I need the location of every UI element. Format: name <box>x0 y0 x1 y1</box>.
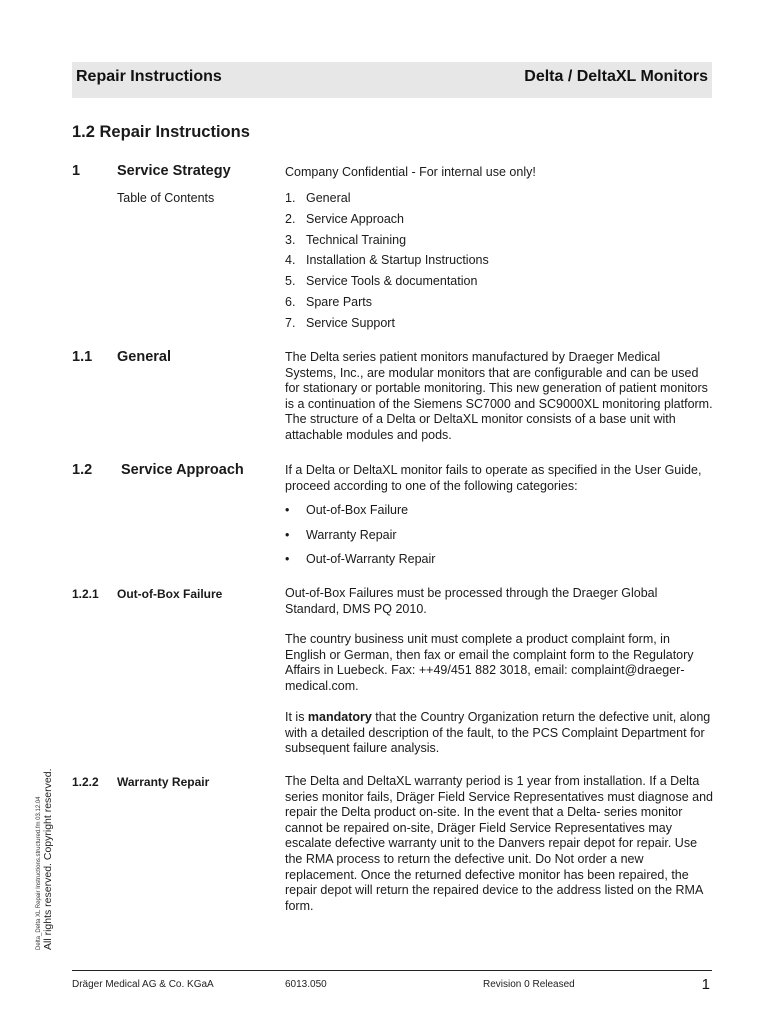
section-1-heading: Service Strategy <box>117 163 231 179</box>
toc-item <box>285 233 489 254</box>
toc-item-number: 7. <box>285 315 296 330</box>
section-title: 1.2 Repair Instructions <box>72 123 250 141</box>
confidential-notice: Company Confidential - For internal use only! <box>285 165 536 179</box>
footer-company: Dräger Medical AG & Co. KGaA <box>72 979 214 990</box>
header-title: Repair Instructions <box>76 68 222 85</box>
out-of-box-paragraph-2: The country business unit must complete a product complaint form, in English or German, then fax or email the complaint form to the Regulatory Affairs in Luebeck. Fax: ++49/451 882 3018, email: complaint@draeger-medical.com. <box>285 632 694 693</box>
bullet: • <box>285 552 290 566</box>
section-1-1-number: 1.1 <box>72 349 93 365</box>
paragraph-text: that the Country Organization return the defective unit, along with a detailed description of the fault, to the PCS Complaint Department for subsequent failure analysis. <box>285 710 711 756</box>
emphasis-mandatory: mandatory <box>307 710 372 724</box>
toc-item-title: Service Approach <box>306 211 404 226</box>
service-approach-paragraph: If a Delta or DeltaXL monitor fails to operate as specified in the User Guide, proceed according to one of the following categories: <box>285 463 702 493</box>
toc-label: Table of Contents <box>117 191 215 205</box>
toc-item <box>285 274 489 295</box>
list-item-text: Warranty Repair <box>306 527 397 542</box>
side-copyright: All rights reserved. Copyright reserved. <box>42 768 54 950</box>
repair-categories-list <box>285 503 435 577</box>
toc-item-number: 4. <box>285 253 296 268</box>
bullet: • <box>285 527 290 542</box>
section-1-2-1-number: 1.2.1 <box>72 587 99 601</box>
general-paragraph: The Delta series patient monitors manufactured by Draeger Medical Systems, Inc., are modular monitors that are configurable and can be used for stationary or portable monitoring. This new generation of patient monitors is a continuation of the Siemens SC7000 and SC9000XL monitoring platform. The structure of a Delta or DeltaXL monitor consists of a base unit with attachable modules and pods. <box>285 350 713 442</box>
side-file-reference: Delta_Delta XL Repair Instructions.structured.fm 03.12.04 <box>36 796 42 950</box>
toc-item-title: Installation & Startup Instructions <box>306 253 489 268</box>
toc-item <box>285 191 489 212</box>
toc-item-title: Spare Parts <box>306 294 373 309</box>
toc-item-title: Service Tools & documentation <box>306 274 478 289</box>
toc-item-title: Service Support <box>306 315 395 330</box>
toc-item-title: General <box>306 191 351 205</box>
section-1-2-heading: Service Approach <box>121 462 244 478</box>
list-item <box>285 552 435 577</box>
toc-item-number: 2. <box>285 211 296 226</box>
footer-doc-number: 6013.050 <box>285 979 327 990</box>
out-of-box-paragraph-3 <box>285 710 713 757</box>
toc-item-title: Technical Training <box>306 232 407 247</box>
toc-item-number: 5. <box>285 274 296 289</box>
toc-item-number: 1. <box>285 191 296 205</box>
list-item <box>285 528 435 553</box>
toc-item <box>285 212 489 233</box>
warranty-repair-paragraph: The Delta and DeltaXL warranty period is 1 year from installation. If a Delta series monitor fails, Dräger Field Service Representatives must diagnose and repair the Delta product on-site. In the event that a Delta- series monitor cannot be repaired on-site, Dräger Field Service Representatives may escalate defective warranty unit to the Danvers repair depot for repair. Use the RMA process to return the defective unit. Do Not order a new replacement. Once the returned defective monitor has been repaired, the repair depot will return the repaired device to the address listed on the RMA form. <box>285 774 713 913</box>
toc-item-number: 6. <box>285 294 296 309</box>
toc-item <box>285 295 489 316</box>
table-of-contents <box>285 191 489 337</box>
header-product: Delta / DeltaXL Monitors <box>524 68 708 85</box>
list-item <box>285 503 435 528</box>
toc-item <box>285 316 489 337</box>
section-1-2-2-number: 1.2.2 <box>72 775 99 789</box>
toc-item <box>285 253 489 274</box>
list-item-text: Out-of-Box Failure <box>306 503 409 517</box>
out-of-box-paragraph-1: Out-of-Box Failures must be processed through the Draeger Global Standard, DMS PQ 2010. <box>285 586 658 616</box>
section-1-2-1-heading: Out-of-Box Failure <box>117 587 223 601</box>
footer-revision: Revision 0 Released <box>483 979 575 990</box>
list-item-text: Out-of-Warranty Repair <box>306 552 436 566</box>
section-1-2-number: 1.2 <box>72 462 93 478</box>
bullet: • <box>285 503 290 517</box>
section-1-2-2-heading: Warranty Repair <box>117 775 210 789</box>
paragraph-text: It is <box>285 710 308 724</box>
page-number: 1 <box>701 976 710 993</box>
footer-divider <box>72 970 712 971</box>
toc-item-number: 3. <box>285 232 296 247</box>
section-1-number: 1 <box>72 163 81 179</box>
section-1-1-heading: General <box>117 349 171 365</box>
